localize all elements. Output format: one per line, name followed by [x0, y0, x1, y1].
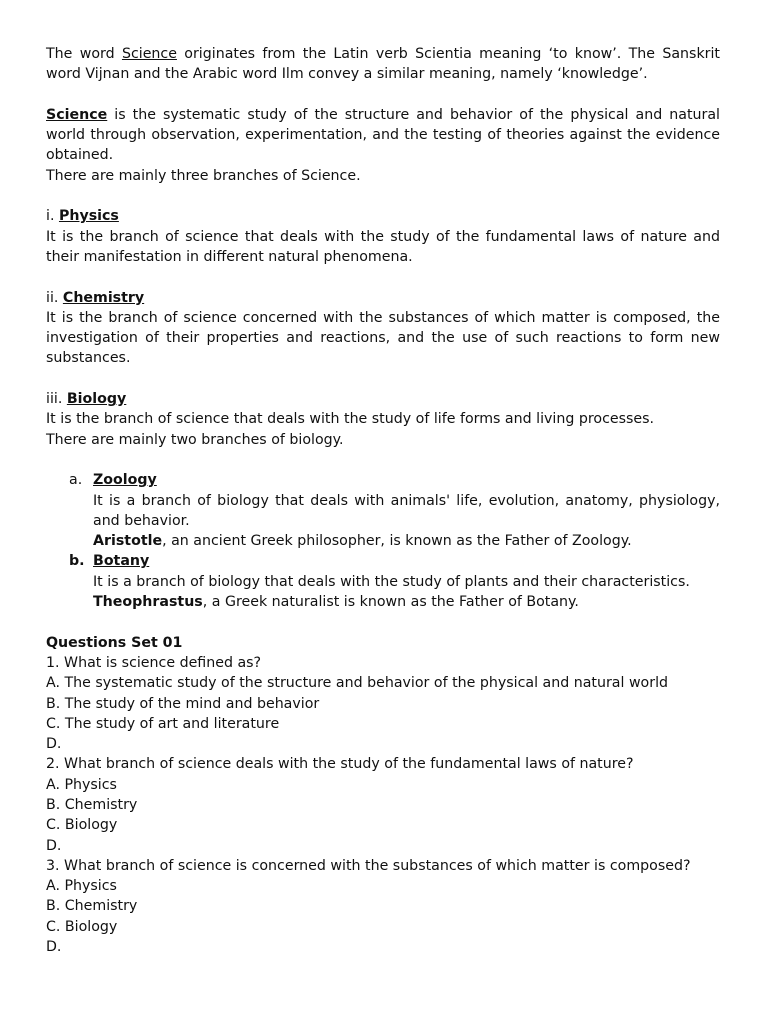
question-text: 2. What branch of science deals with the study of the fundamental laws of nature? — [46, 756, 634, 773]
option-c: C. The study of art and literature — [46, 715, 280, 732]
option-c: C. Biology — [46, 918, 118, 935]
branch-heading-chemistry — [46, 288, 720, 308]
option-d: D. — [46, 736, 62, 753]
option-c: C. Biology — [46, 817, 118, 834]
branch-marker: iii. — [46, 391, 67, 408]
father-text: , an ancient Greek philosopher, is known as the Father of Zoology. — [162, 533, 632, 550]
intro-paragraph — [46, 44, 720, 85]
branch-text-chemistry: It is the branch of science concerned with the substances of which matter is composed, the investigation of their properties and reactions, and the use of such reactions to form new substances. — [46, 309, 720, 367]
father-of-botany — [93, 592, 720, 612]
option-d: D. — [46, 939, 62, 956]
subbranch-zoology — [69, 470, 720, 551]
subbranch-marker: b. — [69, 553, 85, 570]
subbranch-text-botany: It is a branch of biology that deals with the study of plants and their characteristics. — [93, 573, 690, 590]
science-definition — [46, 105, 720, 166]
branch-marker: ii. — [46, 289, 63, 306]
document-page — [46, 44, 720, 957]
option-a: A. The systematic study of the structure and behavior of the physical and natural world — [46, 675, 669, 692]
father-text: , a Greek naturalist is known as the Father of Botany. — [202, 594, 579, 611]
option-b: B. The study of the mind and behavior — [46, 695, 320, 712]
science-word: Science — [121, 46, 177, 62]
intro-text-a: The word — [46, 46, 122, 62]
question-2 — [46, 754, 720, 855]
branch-name: Biology — [66, 391, 127, 408]
subbranch-name: Zoology — [93, 472, 157, 489]
option-d: D. — [46, 837, 62, 854]
definition-term: Science — [46, 106, 108, 123]
question-text: 1. What is science defined as? — [46, 654, 262, 671]
branch-name: Chemistry — [62, 289, 145, 306]
intro-text-b: originates from the Latin verb Scientia meaning ‘to know’. The Sanskrit word Vijnan and the Arabic word Ilm convey a similar meaning, namely ‘knowledge’. — [46, 46, 720, 83]
subbranch-heading-botany — [69, 551, 720, 571]
subbranch-name: Botany — [93, 553, 150, 570]
question-1 — [46, 653, 720, 754]
branch-marker: i. — [46, 208, 59, 225]
branches-intro: There are mainly three branches of Science. — [46, 167, 361, 184]
question-3 — [46, 856, 720, 957]
subbranch-botany — [69, 551, 720, 612]
branch-text-physics: It is the branch of science that deals with the study of the fundamental laws of nature and their manifestation in different natural phenomena. — [46, 228, 720, 265]
question-text: 3. What branch of science is concerned with the substances of which matter is composed? — [46, 857, 691, 874]
branch-heading-physics — [46, 206, 720, 226]
option-a: A. Physics — [46, 878, 117, 895]
father-name: Aristotle — [93, 533, 163, 550]
branch-name: Physics — [58, 208, 119, 225]
branch-text-biology-2: There are mainly two branches of biology. — [46, 431, 344, 448]
subbranch-marker: a. — [69, 472, 83, 489]
father-name: Theophrastus — [93, 594, 203, 611]
father-of-zoology — [93, 531, 720, 551]
option-b: B. Chemistry — [46, 796, 138, 813]
branch-text-biology: It is the branch of science that deals with the study of life forms and living processes. — [46, 411, 655, 428]
subbranch-text-zoology: It is a branch of biology that deals with animals' life, evolution, anatomy, physiology, and behavior. — [93, 492, 720, 529]
definition-text: is the systematic study of the structure and behavior of the physical and natural world through observation, experimentation, and the testing of theories against the evidence obtained. — [46, 106, 720, 164]
questions-heading: Questions Set 01 — [46, 634, 183, 651]
option-b: B. Chemistry — [46, 898, 138, 915]
branch-heading-biology — [46, 389, 720, 409]
option-a: A. Physics — [46, 776, 117, 793]
subbranch-heading-zoology — [69, 470, 720, 490]
